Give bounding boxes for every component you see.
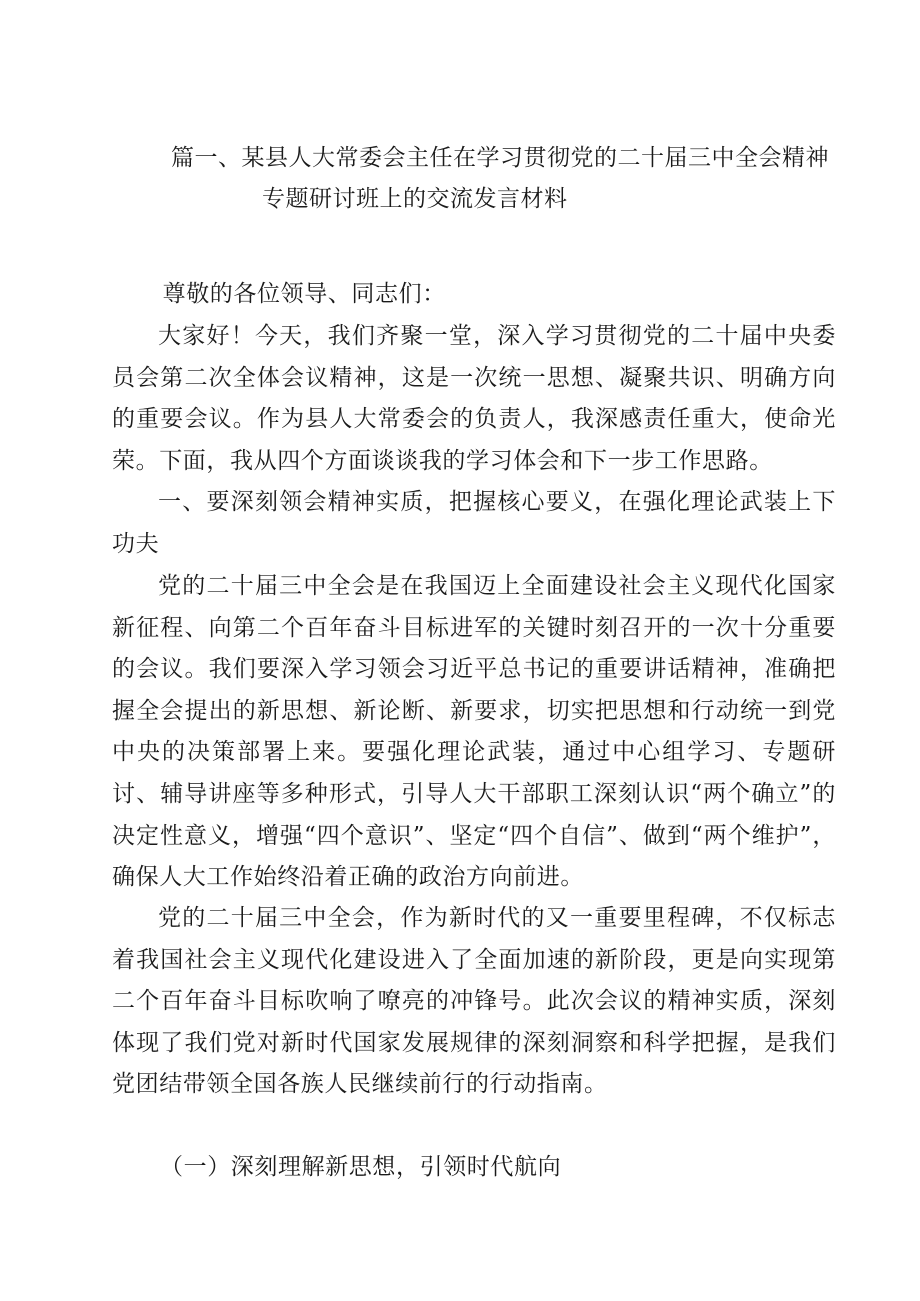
opening-paragraph: 大家好！今天，我们齐聚一堂，深入学习贯彻党的二十届中央委员会第二次全体会议精神，这是一次统一思想、凝聚共识、明确方向的重要会议。作为县人大常委会的负责人，我深感责任重大，使命光荣。下面，我从四个方面谈谈我的学习体会和下一步工作思路。 [112,323,836,474]
body-paragraph-1: 党的二十届三中全会是在我国迈上全面建设社会主义现代化国家新征程、向第二个百年奋斗目标进军的关键时刻召开的一次十分重要的会议。我们要深入学习领会习近平总书记的重要讲话精神，准确把握全会提出的新思想、新论断、新要求，切实把思想和行动统一到党中央的决策部署上来。要强化理论武装，通过中心组学习、专题研讨、辅导讲座等多种形式，引导人大干部职工深刻认识“两个确立”的决定性意义，增强“四个意识”、坚定“四个自信”、做到“两个维护”，确保人大工作始终沿着正确的政治方向前进。 [112,573,836,891]
document-title-line-2: 专题研讨班上的交流发言材料 [262,186,568,212]
salutation: 尊敬的各位领导、同志们： [162,281,446,307]
subsection-heading-1: （一）深刻理解新思想，引领时代航向 [160,1154,562,1180]
body-paragraph-2: 党的二十届三中全会，作为新时代的又一重要里程碑，不仅标志着我国社会主义现代化建设进入了全面加速的新阶段，更是向实现第二个百年奋斗目标吹响了嘹亮的冲锋号。此次会议的精神实质，深刻体现了我们党对新时代国家发展规律的深刻洞察和科学把握，是我们党团结带领全国各族人民继续前行的行动指南。 [112,905,836,1098]
section-heading-1: 一、要深刻领会精神实质，把握核心要义，在强化理论武装上下功夫 [112,489,836,557]
document-title-line-1: 篇一、某县人大常委会主任在学习贯彻党的二十届三中全会精神 [171,145,829,171]
